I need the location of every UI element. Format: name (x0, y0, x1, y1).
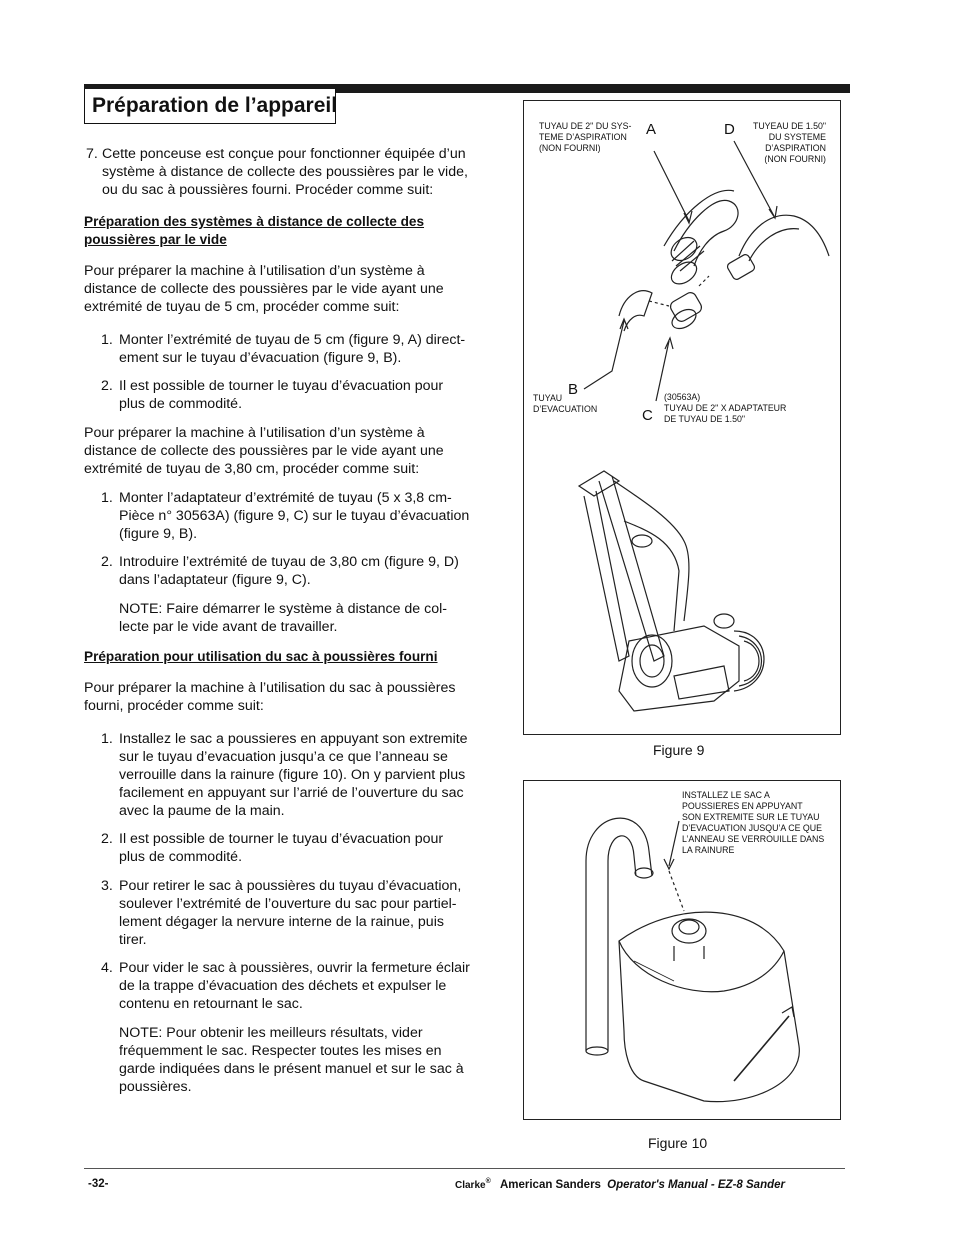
letter-a: A (646, 121, 657, 138)
section1-para1: Pour préparer la machine à l’utilisation d’un système à distance de collecte des poussières par le vide ayant une extrémité de tuyau de 5 cm, procéder comme suit: (84, 263, 444, 315)
dust-bag-illustration (524, 781, 840, 1119)
letter-c: C (642, 407, 653, 424)
section-title-box (84, 89, 336, 124)
section2-para: Pour préparer la machine à l’utilisation du sac à poussières fourni, procéder comme suit: (84, 680, 456, 714)
label-hose-2in: TUYAU DE 2" DU SYS- TEME D’ASPIRATION (NON FOURNI) (539, 121, 632, 153)
page-number: -32- (88, 1178, 109, 1190)
sander-illustration (524, 101, 840, 734)
section2-note: NOTE: Pour obtenir les meilleurs résultats, vider fréquemment le sac. Respecter toutes les mises en garde indiquées dans le présent manuel et sur le sac à poussières. (119, 1025, 464, 1095)
footer-brand: Clarke® American Sanders Operator's Manual - EZ-8 Sander (455, 1178, 785, 1191)
intro-line: Cette ponceuse est conçue pour fonctionner équipée d’un (102, 146, 466, 162)
intro-number: 7. (86, 146, 98, 162)
section1-heading: Préparation des systèmes à distance de collecte des poussières par le vide (84, 214, 425, 247)
intro-item (86, 145, 496, 199)
letter-d: D (724, 121, 735, 138)
label-hose-150: TUYEAU DE 1.50" DU SYSTEME D’ASPIRATION (NON FOURNI) (752, 121, 826, 164)
section2-heading: Préparation pour utilisation du sac à poussières fourni (84, 649, 438, 664)
figure-9-caption: Figure 9 (653, 742, 705, 758)
figure-10 (523, 780, 841, 1120)
footer-rule (84, 1168, 845, 1169)
section1-para2: Pour préparer la machine à l’utilisation d’un système à distance de collecte des poussières par le vide ayant une extrémité de tuyau de 3,80 cm, procéder comme suit: (84, 425, 444, 477)
figure-10-caption: Figure 10 (648, 1135, 708, 1151)
label-exhaust: TUYAU D’EVACUATION (533, 393, 598, 414)
figure-9 (523, 100, 841, 735)
intro-line: système à distance de collecte des poussières par le vide, (102, 164, 468, 180)
intro-line: ou du sac à poussières fourni. Procéder comme suit: (102, 182, 434, 198)
label-install-bag: INSTALLEZ LE SAC A POUSSIERES EN APPUYANT SON EXTREMITE SUR LE TUYAU D’EVACUATION JUSQU’A CE QUE L’ANNEAU SE VERROUILLE DANS LA RAINURE (682, 790, 825, 855)
page-title: Préparation de l’appareil (92, 94, 338, 117)
label-adapter: (30563A) TUYAU DE 2" X ADAPTATEUR DE TUYAU DE 1.50" (664, 392, 787, 424)
section1-note: NOTE: Faire démarrer le système à distance de col- lecte par le vide avant de travailler. (119, 601, 448, 635)
letter-b: B (568, 381, 579, 398)
